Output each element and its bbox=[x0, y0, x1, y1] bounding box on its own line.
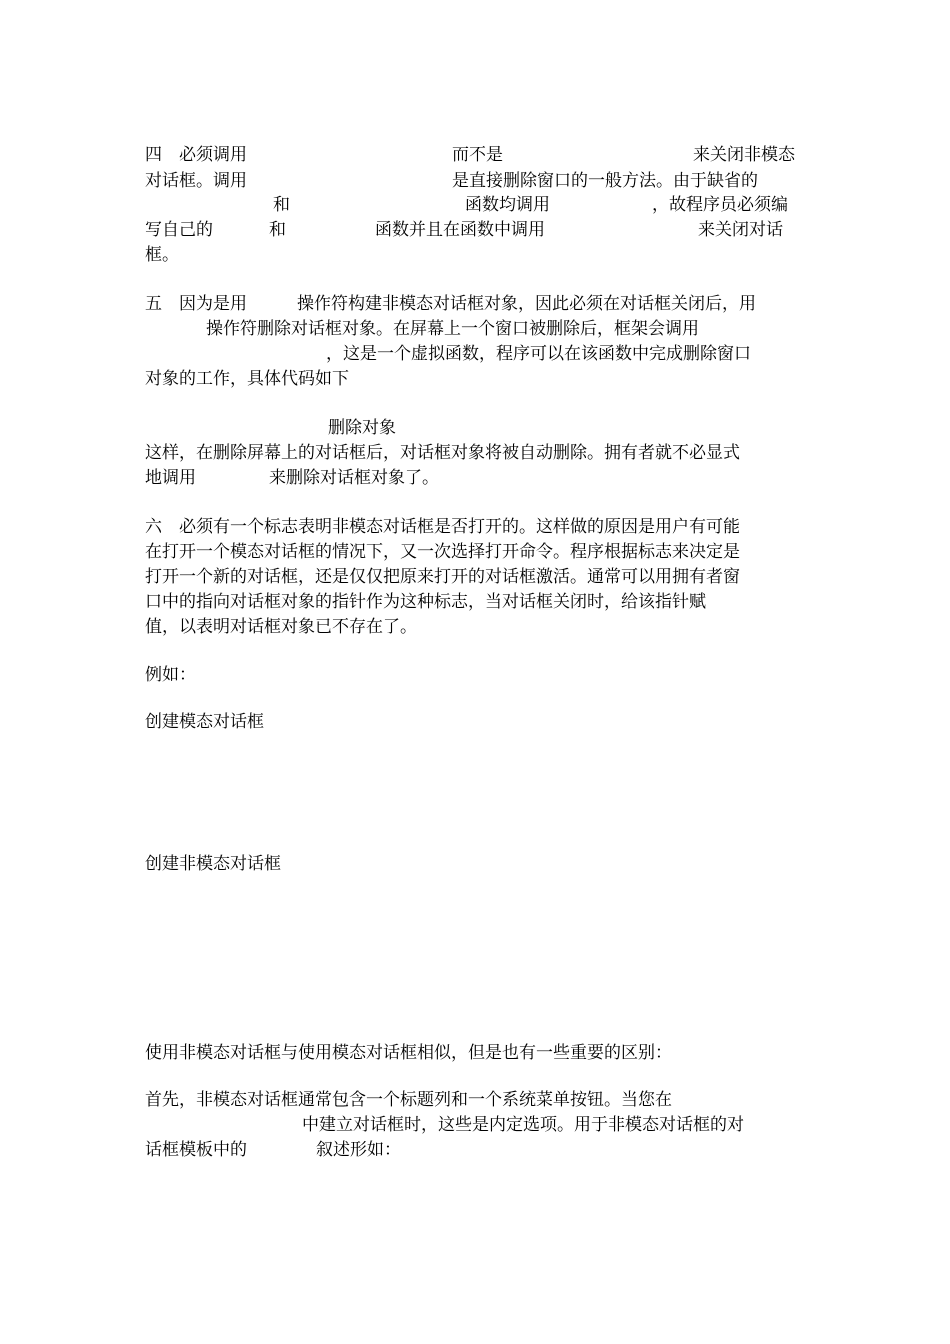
section5-line6-b: 来删除对话框对象了。 bbox=[269, 468, 439, 488]
section4-line4-d: 来关闭对话 bbox=[698, 220, 783, 240]
section6-line4: 口中的指向对话框对象的指针作为这种标志，当对话框关闭时，给该指针赋 bbox=[145, 592, 706, 612]
section5-line1-b: 操作符构建非模态对话框对象，因此必须在对话框关闭后，用 bbox=[297, 294, 756, 314]
closing-line1: 首先，非模态对话框通常包含一个标题列和一个系统菜单按钮。当您在 bbox=[145, 1090, 672, 1110]
section4-line4-b: 和 bbox=[269, 220, 286, 240]
section6-line5: 值，以表明对话框对象已不存在了。 bbox=[145, 617, 417, 637]
section4-line3-a: 和 bbox=[273, 195, 290, 215]
section4-line5: 框。 bbox=[145, 245, 179, 265]
closing-intro: 使用非模态对话框与使用模态对话框相似，但是也有一些重要的区别： bbox=[145, 1043, 672, 1063]
section4-line3-b: 函数均调用 bbox=[465, 195, 550, 215]
section5-line6-a: 地调用 bbox=[145, 468, 196, 488]
example-label: 例如： bbox=[145, 665, 196, 685]
example-modal-heading: 创建模态对话框 bbox=[145, 712, 264, 732]
example-modeless-heading: 创建非模态对话框 bbox=[145, 854, 281, 874]
section4-line1-b: 而不是 bbox=[452, 145, 503, 165]
section5-line3: ，这是一个虚拟函数，程序可以在该函数中完成删除窗口 bbox=[326, 344, 751, 364]
section4-line4-a: 写自己的 bbox=[145, 220, 213, 240]
section5-code-comment: 删除对象 bbox=[328, 418, 396, 438]
section4-line1-a: 四 必须调用 bbox=[145, 145, 247, 165]
section6-line1: 六 必须有一个标志表明非模态对话框是否打开的。这样做的原因是用户有可能 bbox=[145, 517, 740, 537]
section5-line4: 对象的工作，具体代码如下 bbox=[145, 369, 349, 389]
section4-line3-c: ，故程序员必须编 bbox=[652, 195, 788, 215]
section6-line2: 在打开一个模态对话框的情况下，又一次选择打开命令。程序根据标志来决定是 bbox=[145, 542, 740, 562]
section4-line2-a: 对话框。调用 bbox=[145, 171, 247, 191]
section6-line3: 打开一个新的对话框，还是仅仅把原来打开的对话框激活。通常可以用拥有者窗 bbox=[145, 567, 740, 587]
closing-line3-a: 话框模板中的 bbox=[145, 1140, 247, 1160]
section5-line1-a: 五 因为是用 bbox=[145, 294, 247, 314]
section5-line2: 操作符删除对话框对象。在屏幕上一个窗口被删除后，框架会调用 bbox=[206, 319, 699, 339]
section4-line2-b: 是直接删除窗口的一般方法。由于缺省的 bbox=[452, 171, 758, 191]
section4-line1-c: 来关闭非模态 bbox=[693, 145, 795, 165]
closing-line2: 中建立对话框时，这些是内定选项。用于非模态对话框的对 bbox=[302, 1115, 744, 1135]
closing-line3-b: 叙述形如： bbox=[316, 1140, 401, 1160]
section5-line5: 这样，在删除屏幕上的对话框后，对话框对象将被自动删除。拥有者就不必显式 bbox=[145, 443, 740, 463]
section4-line4-c: 函数并且在函数中调用 bbox=[375, 220, 545, 240]
